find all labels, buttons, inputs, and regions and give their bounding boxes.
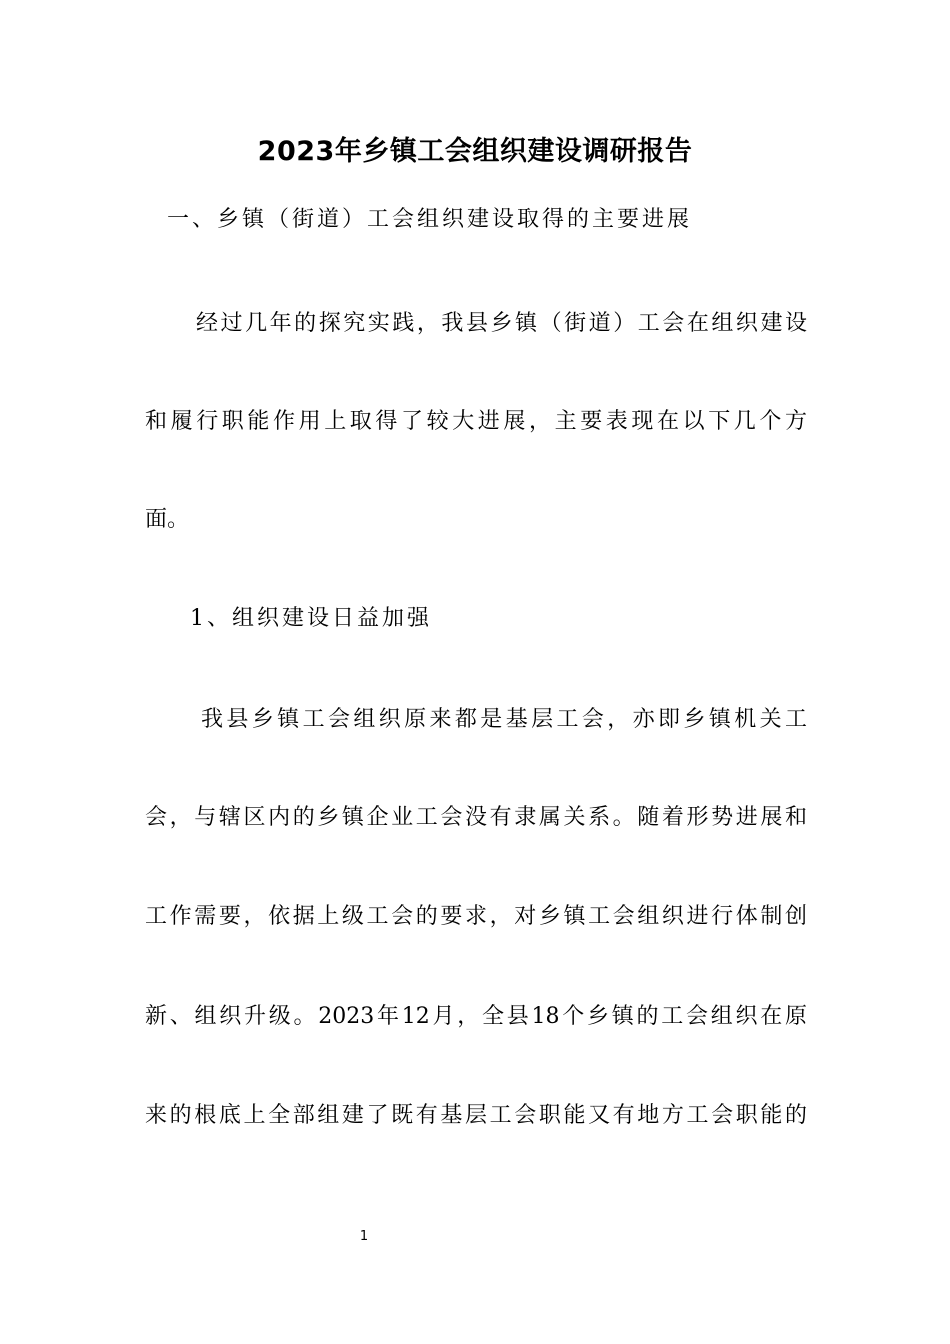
paragraph-line: 来的根底上全部组建了既有基层工会职能又有地方工会职能的: [145, 1103, 807, 1128]
paragraph-line: 我县乡镇工会组织原来都是基层工会，亦即乡镇机关工: [201, 707, 807, 732]
paragraph-line: 新、组织升级。2023年12月，全县18个乡镇的工会组织在原: [145, 1004, 807, 1029]
paragraph-line: 面。: [145, 507, 190, 532]
subsection-heading: 1、组织建设日益加强: [190, 606, 432, 631]
document-title: 2023年乡镇工会组织建设调研报告: [257, 136, 693, 167]
paragraph-line: 工作需要，依据上级工会的要求，对乡镇工会组织进行体制创: [145, 904, 807, 929]
paragraph-line: 经过几年的探究实践，我县乡镇（街道）工会在组织建设: [196, 311, 807, 336]
page-number: 1: [359, 1229, 369, 1244]
paragraph-line: 和履行职能作用上取得了较大进展，主要表现在以下几个方: [145, 409, 807, 434]
section-heading: 一、乡镇（街道）工会组织建设取得的主要进展: [167, 207, 693, 232]
paragraph-line: 会，与辖区内的乡镇企业工会没有隶属关系。随着形势进展和: [145, 805, 807, 830]
